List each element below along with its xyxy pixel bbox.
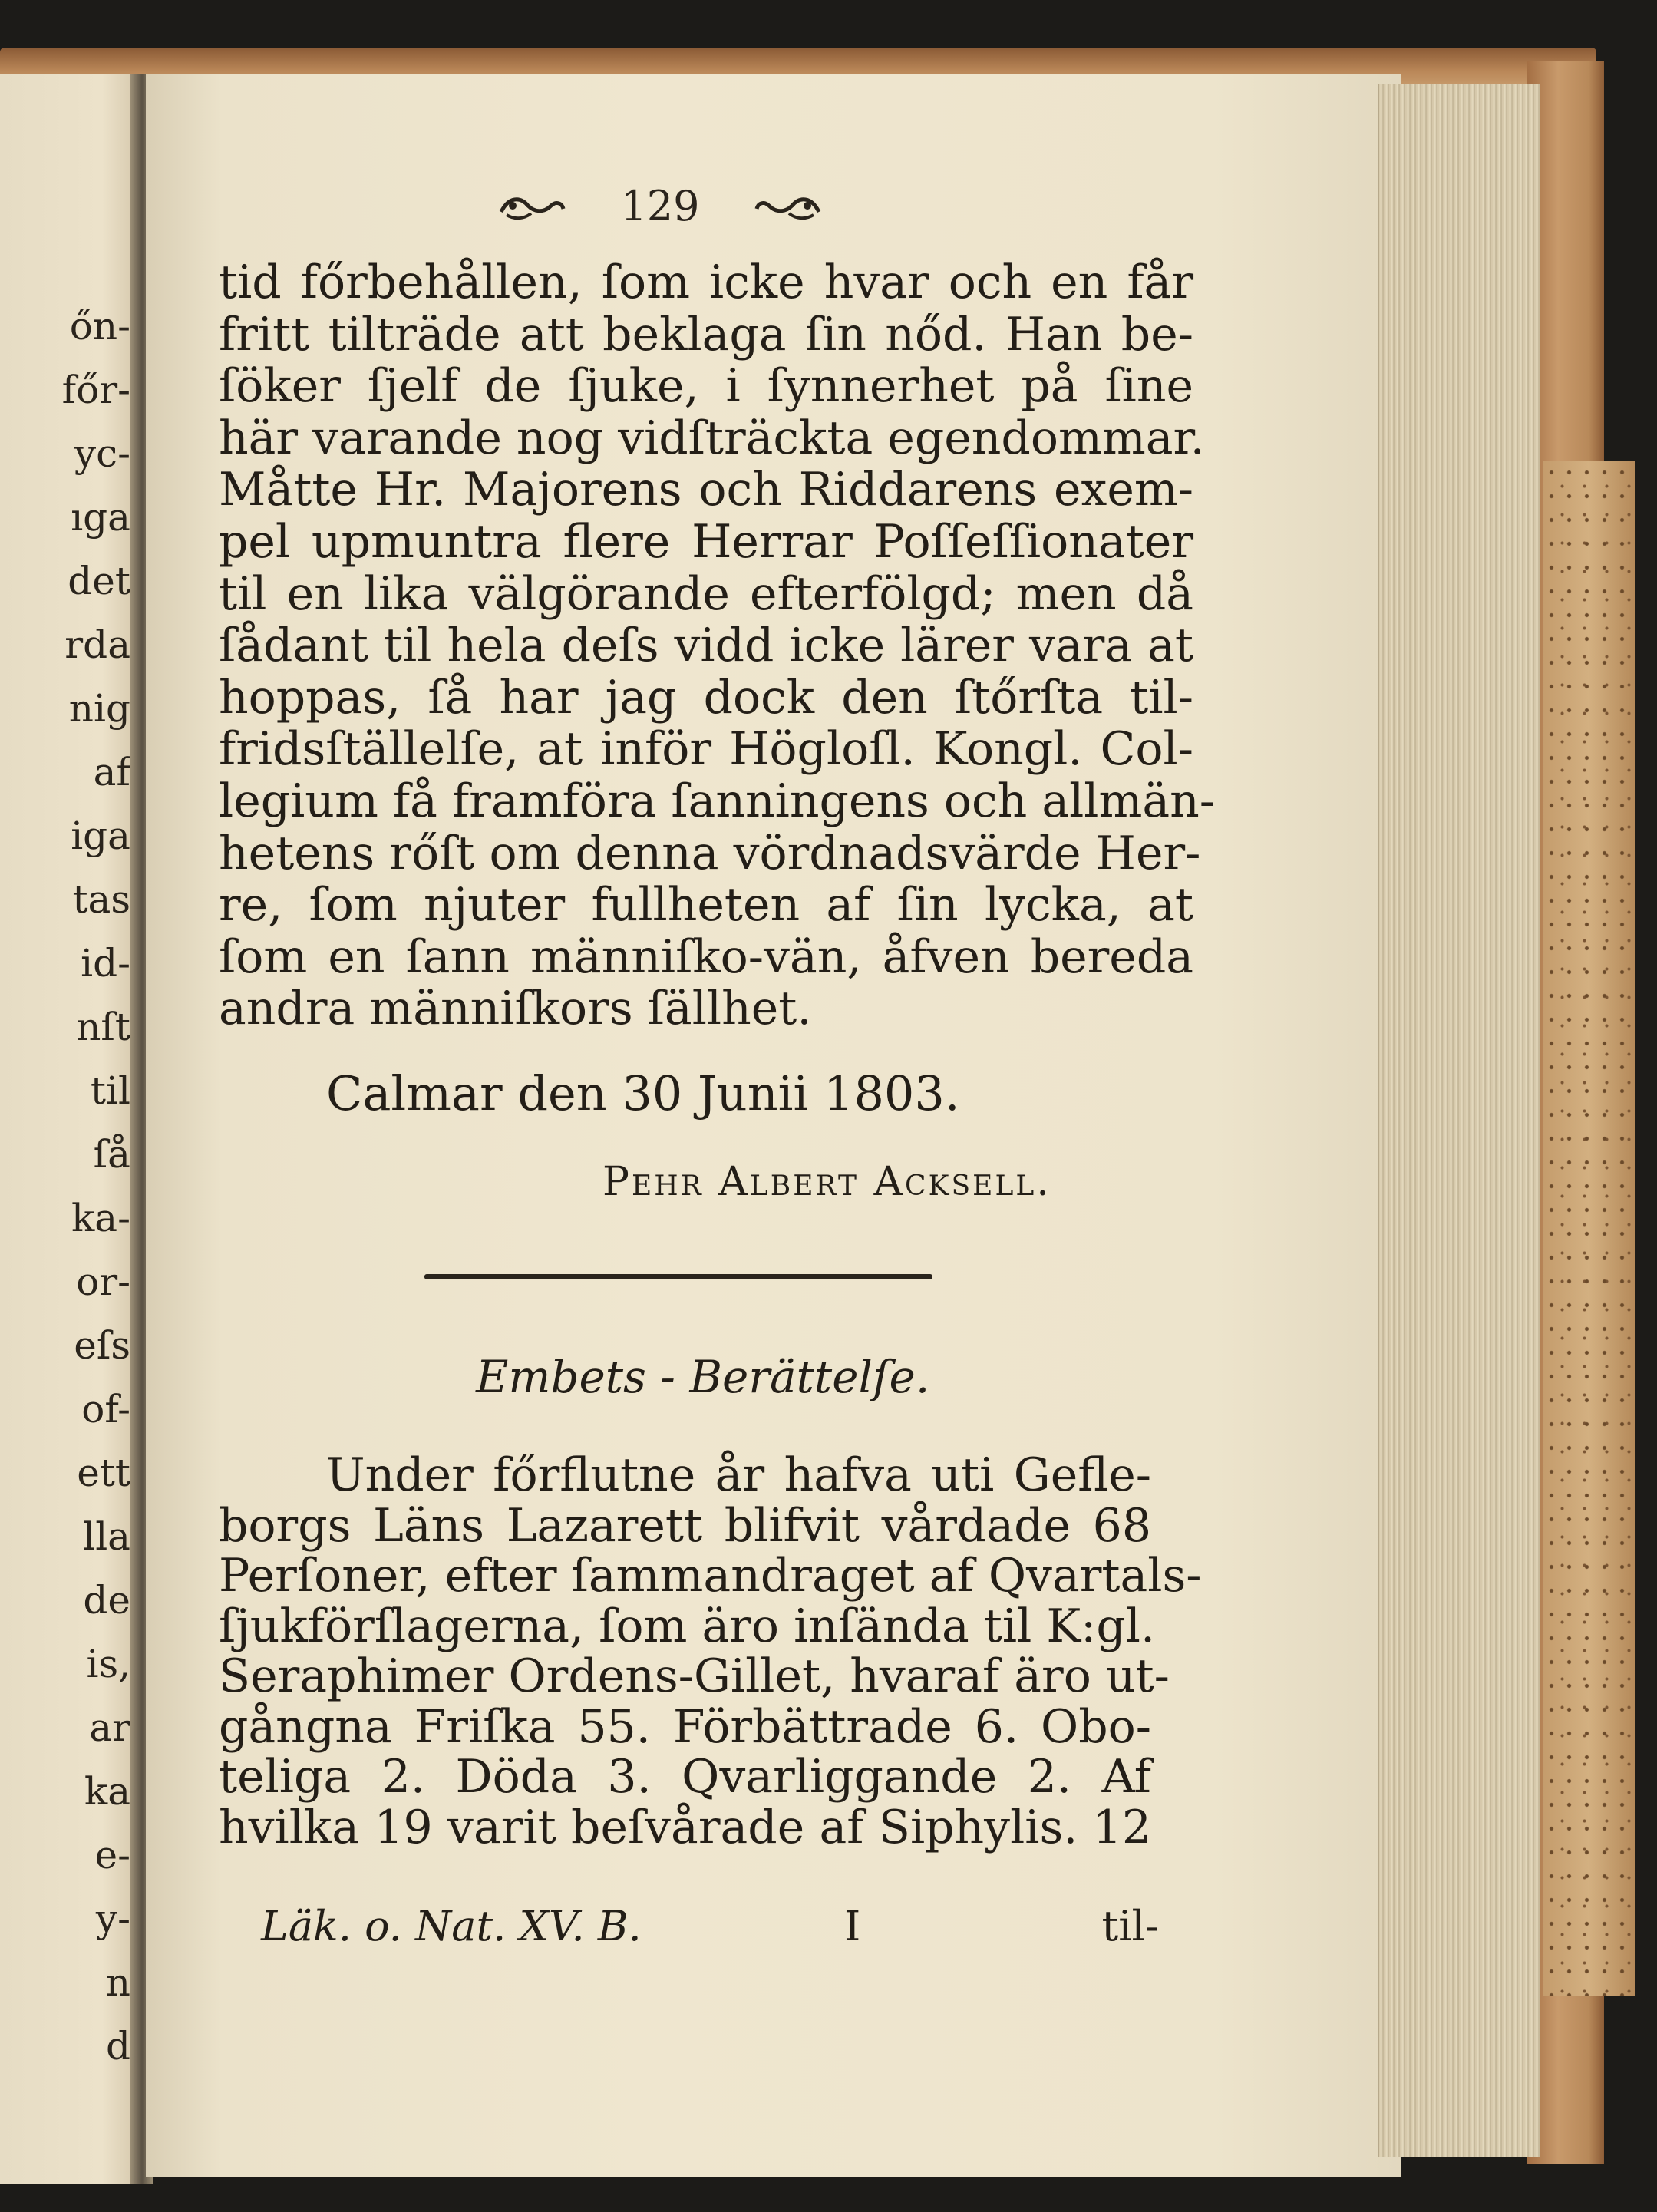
left-page-fragment: tas	[72, 877, 130, 922]
left-page-fragment: nſt	[76, 1005, 130, 1049]
speckled-edge	[1543, 461, 1635, 1996]
left-page-fragment: id-	[81, 941, 130, 985]
left-page-fragment: ka	[84, 1769, 130, 1814]
left-page-fragment: or-	[76, 1260, 130, 1304]
left-page-fragment: iga	[71, 814, 130, 858]
text-line: ſjukförſlagerna, ſom äro inſända til K:gl.	[219, 1599, 1156, 1653]
left-page-fragment: of-	[81, 1387, 130, 1431]
text-line: gångna Friſka 55. Förbättrade 6. Obo-	[219, 1699, 1151, 1754]
left-page-fragment: det	[68, 559, 130, 603]
text-line: Under főrflutne år hafva uti Gefle-	[326, 1448, 1151, 1502]
text-line: re, ſom njuter fullheten af ſin lycka, at	[219, 878, 1193, 933]
left-page	[0, 74, 146, 2184]
text-line: andra männiſkors ſällhet.	[219, 982, 812, 1036]
text-line: hoppas, ſå har jag dock den ſtőrſta til-	[219, 670, 1193, 725]
left-page-fragment: főr-	[61, 368, 130, 412]
gathering-letter: I	[844, 1902, 861, 1950]
text-line: Perſoner, efter ſammandraget af Qvartals-	[219, 1549, 1202, 1603]
left-page-fragment: rda	[64, 622, 130, 667]
page-fore-edge	[1378, 84, 1540, 2157]
left-page-fragment: e-	[94, 1833, 130, 1877]
text-line: hetens rőſt om denna vördnadsvärde Her-	[219, 826, 1201, 880]
text-line: til en lika välgörande efterfölgd; men då	[219, 566, 1193, 621]
left-page-fragment: ka-	[71, 1196, 130, 1240]
text-line: legium få framföra ſanningens och allmän-	[219, 774, 1216, 828]
left-page-fragment: til	[90, 1068, 130, 1113]
text-line: Måtte Hr. Majorens och Riddarens exem-	[219, 463, 1193, 517]
running-head	[460, 175, 860, 236]
left-page-fragment: yc-	[74, 431, 130, 476]
left-page-fragment: nig	[68, 686, 130, 731]
signature-mark: Läk. o. Nat. XV. B.	[261, 1902, 642, 1950]
left-page-fragment: is,	[86, 1642, 130, 1686]
left-page-fragment: lla	[83, 1514, 130, 1559]
left-page-fragment: ett	[77, 1451, 130, 1495]
left-page-fragment: de	[83, 1578, 130, 1623]
text-line: här varande nog vidſträckta egendommar.	[219, 411, 1205, 465]
left-page-fragment: n	[105, 1960, 130, 2005]
left-page-fragment: őn-	[69, 304, 130, 348]
text-line: tid főrbehållen, ſom icke hvar och en får	[219, 256, 1193, 309]
catchword: til-	[1101, 1902, 1159, 1950]
left-page-fragment: eſs	[74, 1323, 130, 1368]
page-footer	[261, 1902, 1159, 1956]
dateline: Calmar den 30 Junii 1803.	[326, 1065, 960, 1121]
text-line: ſom en ſann männiſko-vän, åfven bereda	[219, 929, 1193, 984]
text-line: hvilka 19 varit beſvårade af Siphylis. 12	[219, 1800, 1151, 1854]
author-signature: Pehr Albert Acksell.	[602, 1159, 1051, 1205]
paragraph-1	[219, 256, 1216, 1036]
section-title: Embets - Berättelſe.	[476, 1351, 930, 1403]
section-divider	[424, 1274, 932, 1279]
text-line: fridsſtällelſe, at inför Högloſl. Kongl. Col-	[219, 722, 1193, 777]
left-page-fragment: af	[93, 750, 130, 794]
left-page-fragment: ıga	[71, 495, 130, 540]
paragraph-2	[219, 1448, 1202, 1854]
text-line: ſöker ſjelf de ſjuke, i ſynnerhet på ſine	[219, 359, 1193, 414]
text-line: Seraphimer Ordens-Gillet, hvaraf äro ut-	[219, 1649, 1170, 1703]
left-page-fragment: d	[105, 2024, 130, 2068]
left-page-fragment: ſå	[93, 1132, 130, 1177]
text-line: pel upmuntra flere Herrar Poſſeſſionater	[219, 514, 1193, 569]
text-line: fritt tilträde att beklaga ſin nőd. Han be-	[219, 307, 1193, 362]
text-line: borgs Läns Lazarett blifvit vårdade 68	[219, 1498, 1151, 1553]
text-line: ſådant til hela deſs vidd icke lärer vara at	[219, 619, 1193, 673]
page-number: 129	[620, 181, 700, 230]
right-ornament-icon	[754, 189, 823, 223]
left-ornament-icon	[497, 189, 566, 223]
text-line: teliga 2. Döda 3. Qvarliggande 2. Af	[219, 1750, 1151, 1804]
left-page-fragment: ar	[89, 1705, 130, 1750]
left-page-fragment: y-	[95, 1897, 130, 1941]
